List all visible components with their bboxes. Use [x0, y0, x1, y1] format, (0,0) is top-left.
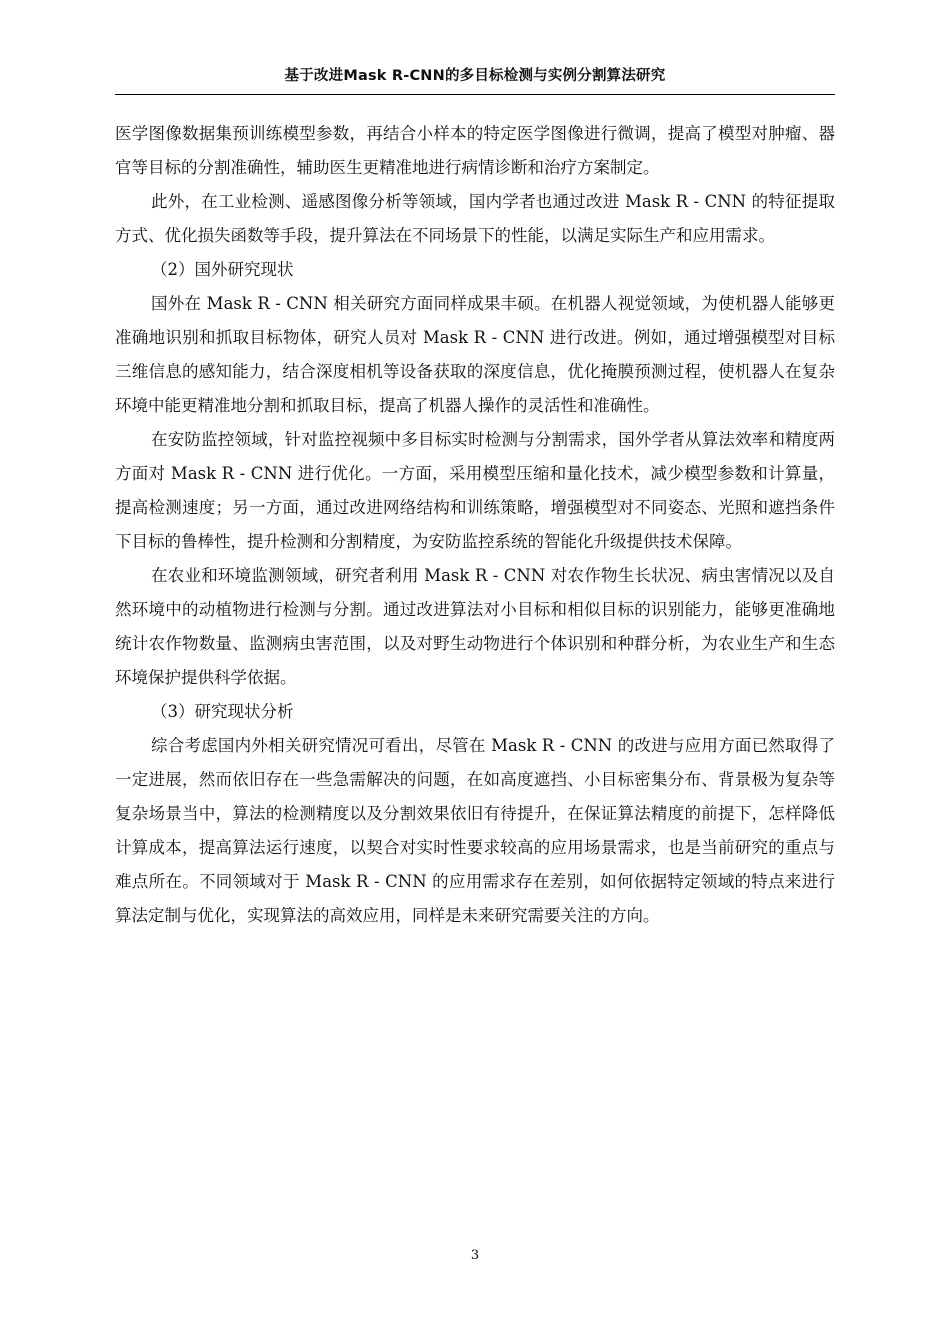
paragraph: 在农业和环境监测领域，研究者利用 Mask R - CNN 对农作物生长状况、病虫害情况以及自然环境中的动植物进行检测与分割。通过改进算法对小目标和相似目标的识别能力，能够更准确地统计农作物数量、监测病虫害范围，以及对野生动物进行个体识别和种群分析，为农业生产和生态环境保护提供科学依据。 — [115, 566, 835, 687]
paragraph: 国外在 Mask R - CNN 相关研究方面同样成果丰硕。在机器人视觉领域，为使机器人能够更准确地识别和抓取目标物体，研究人员对 Mask R - CNN 进行改进。例如，通过增强模型对目标三维信息的感知能力，结合深度相机等设备获取的深度信息，优化掩膜预测过程，使机器人在复杂环境中能更精准地分割和抓取目标，提高了机器人操作的灵活性和准确性。 — [115, 294, 835, 415]
paragraph: 此外，在工业检测、遥感图像分析等领域，国内学者也通过改进 Mask R - CNN 的特征提取方式、优化损失函数等手段，提升算法在不同场景下的性能，以满足实际生产和应用需求。 — [115, 192, 835, 245]
section-heading: （3）研究现状分析 — [151, 702, 294, 721]
paragraph: 在安防监控领域，针对监控视频中多目标实时检测与分割需求，国外学者从算法效率和精度两方面对 Mask R - CNN 进行优化。一方面，采用模型压缩和量化技术，减少模型参数和计算量，提高检测速度；另一方面，通过改进网络结构和训练策略，增强模型对不同姿态、光照和遮挡条件下目标的鲁棒性，提升检测和分割精度，为安防监控系统的智能化升级提供技术保障。 — [115, 430, 835, 551]
header-divider — [115, 94, 835, 95]
section-heading: （2）国外研究现状 — [151, 260, 294, 279]
paragraph: 综合考虑国内外相关研究情况可看出，尽管在 Mask R - CNN 的改进与应用方面已然取得了一定进展，然而依旧存在一些急需解决的问题，在如高度遮挡、小目标密集分布、背景极为复杂等复杂场景当中，算法的检测精度以及分割效果依旧有待提升，在保证算法精度的前提下，怎样降低计算成本，提高算法运行速度，以契合对实时性要求较高的应用场景需求，也是当前研究的重点与难点所在。不同领域对于 Mask R - CNN 的应用需求存在差别，如何依据特定领域的特点来进行算法定制与优化，实现算法的高效应用，同样是未来研究需要关注的方向。 — [115, 736, 835, 925]
page-number: 3 — [470, 1248, 480, 1263]
running-header-title: 基于改进Mask R-CNN的多目标检测与实例分割算法研究 — [284, 68, 666, 84]
paragraph-continuation: 医学图像数据集预训练模型参数，再结合小样本的特定医学图像进行微调，提高了模型对肿瘤、器官等目标的分割准确性，辅助医生更精准地进行病情诊断和治疗方案制定。 — [115, 124, 835, 177]
body-text — [115, 117, 835, 933]
